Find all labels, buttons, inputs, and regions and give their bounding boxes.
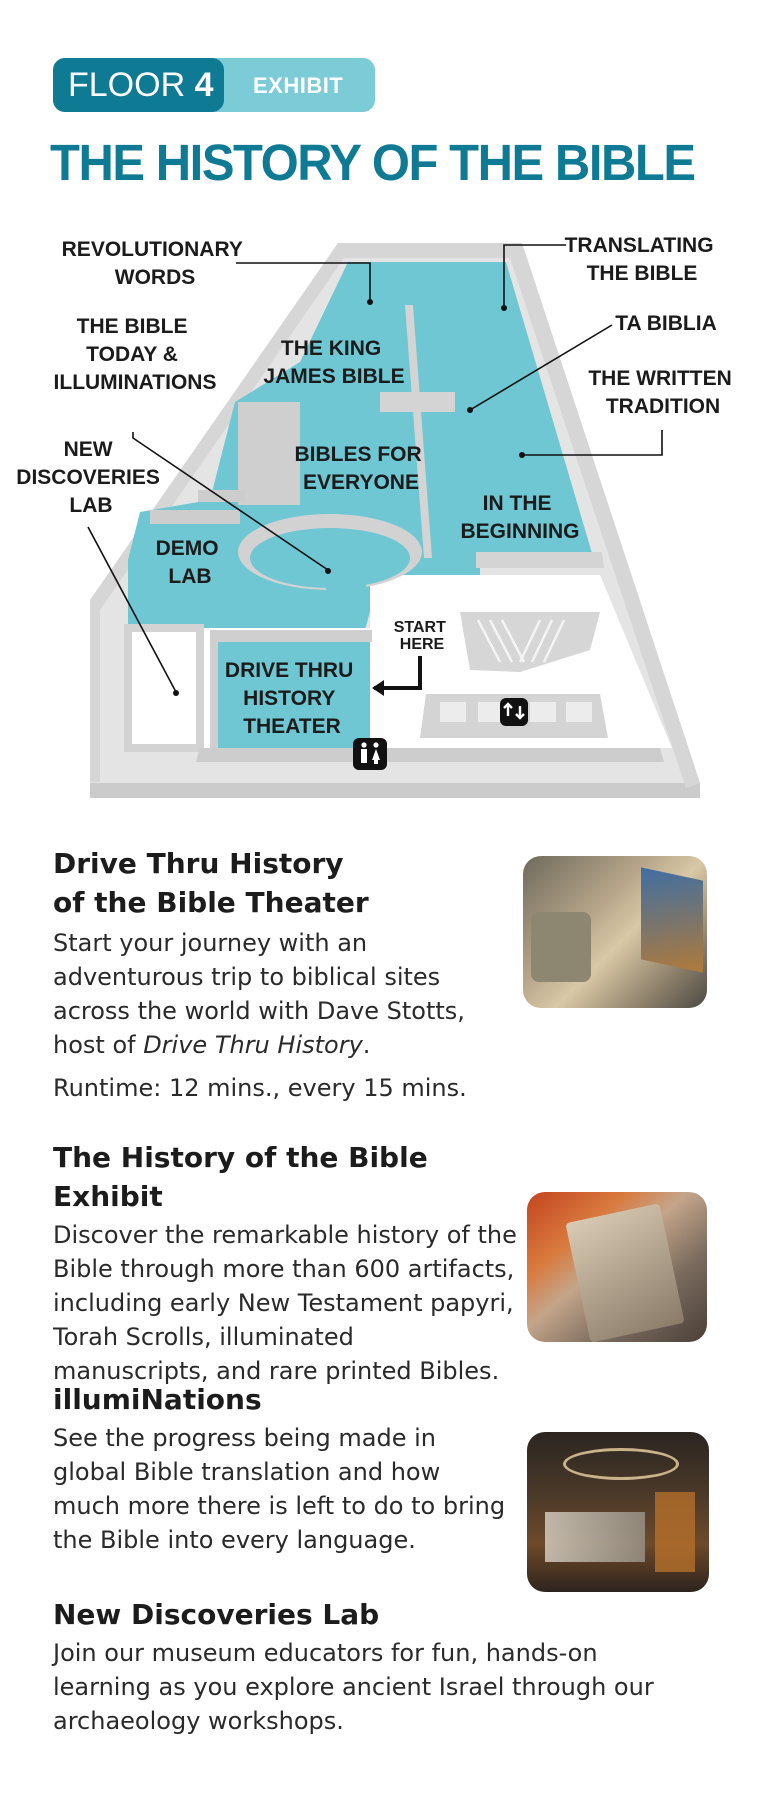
label-line: TA BIBLIA — [615, 312, 717, 335]
body-punct: . — [362, 1031, 371, 1059]
cross-wall — [380, 392, 455, 412]
body-line: across the world with Dave Stotts, — [53, 997, 465, 1025]
label-line: DISCOVERIES — [16, 466, 160, 489]
label-written-tradition — [588, 367, 737, 418]
body-line: See the progress being made in — [53, 1424, 436, 1452]
label-line: BIBLES FOR — [294, 443, 422, 466]
section-heading: The History of the Bible Exhibit — [53, 1141, 428, 1213]
body-line: Start your journey with an — [53, 929, 368, 957]
body-line: learning as you explore ancient Israel through our — [53, 1673, 654, 1701]
body-line: Join our museum educators for fun, hands-on — [53, 1639, 598, 1667]
floor-map — [0, 222, 760, 812]
body-line: Torah Scrolls, illuminated — [53, 1323, 354, 1351]
label-line: HISTORY — [243, 687, 335, 710]
label-line: HERE — [399, 636, 445, 653]
body-line: much more there is left to do to bring — [53, 1492, 506, 1520]
label-line: REVOLUTIONARY — [61, 238, 243, 261]
section-heading: New Discoveries Lab — [53, 1598, 380, 1631]
book-shape — [565, 1203, 684, 1342]
exhibit-tag: EXHIBIT — [253, 73, 344, 98]
section-body — [53, 1421, 513, 1557]
label-line: LAB — [69, 494, 113, 517]
body-line: Discover the remarkable history of the — [53, 1221, 517, 1249]
label-line: ILLUMINATIONS — [53, 371, 217, 394]
label-drive-thru-theater — [225, 659, 359, 738]
rotunda-inner — [250, 528, 410, 588]
label-line: NEW — [63, 438, 113, 461]
label-line: DRIVE THRU — [224, 659, 354, 682]
section-body — [53, 926, 493, 1062]
label-translating-the-bible — [565, 234, 720, 285]
body-line: manuscripts, and rare printed Bibles. — [53, 1357, 500, 1385]
body-line: global Bible translation and how — [53, 1458, 441, 1486]
label-line: THE BIBLE — [76, 315, 188, 338]
label-new-discoveries-lab — [16, 438, 165, 517]
label-line: TRANSLATING — [564, 234, 714, 257]
heading-line: Drive Thru History — [53, 847, 344, 880]
label-ta-biblia — [615, 312, 716, 335]
label-line: DEMO — [155, 537, 219, 560]
label-line: LAB — [168, 565, 212, 588]
demo-wall — [150, 510, 240, 524]
bottom-wall — [196, 748, 664, 762]
body-line: the Bible into every language. — [53, 1526, 416, 1554]
floor-label — [53, 58, 224, 112]
body-line: Bible through more than 600 artifacts, — [53, 1255, 515, 1283]
demo-wall-2 — [198, 490, 245, 502]
bible-artifact-photo — [527, 1192, 707, 1342]
floor-badge — [53, 58, 375, 112]
label-line: JAMES BIBLE — [263, 365, 405, 388]
label-line: BEGINNING — [460, 520, 580, 543]
label-line: WORDS — [114, 266, 196, 289]
jeep-shape — [531, 912, 591, 982]
label-line: TODAY & — [86, 343, 178, 366]
label-line: TRADITION — [605, 395, 721, 418]
storage-block — [238, 402, 300, 505]
body-line: including early New Testament papyri, — [53, 1289, 514, 1317]
theater-photo — [523, 856, 707, 1008]
ceiling-ring-shape — [563, 1448, 679, 1480]
screen-shape — [641, 867, 703, 972]
section-new-discoveries-lab — [53, 1595, 713, 1738]
label-line: THEATER — [243, 715, 341, 738]
floor-number: 4 — [194, 66, 214, 104]
label-line: THE WRITTEN — [588, 367, 732, 390]
restroom-icon — [353, 738, 387, 770]
label-bible-today-illuminations — [54, 315, 217, 394]
elevator-icon — [500, 698, 528, 726]
discoveries-lab-room — [128, 628, 200, 748]
label-line: IN THE — [482, 492, 552, 515]
label-start-here — [394, 619, 451, 653]
label-line: EVERYONE — [303, 471, 419, 494]
label-line: THE KING — [280, 337, 382, 360]
body-line: host of — [53, 1031, 144, 1059]
section-heading — [53, 844, 493, 922]
body-line: adventurous trip to biblical sites — [53, 963, 441, 991]
floor-slab-edge — [90, 783, 700, 798]
section-history-exhibit — [53, 1138, 523, 1388]
display-shape — [545, 1512, 645, 1562]
runtime-text: Runtime: 12 mins., every 15 mins. — [53, 1074, 467, 1102]
label-revolutionary-words — [62, 238, 249, 289]
floor-word: FLOOR — [68, 66, 186, 104]
rotunda-gap — [326, 583, 366, 597]
section-illuminations — [53, 1380, 513, 1557]
exhibit-lower-wall — [476, 552, 604, 568]
body-line: archaeology workshops. — [53, 1707, 344, 1735]
panel-shape — [655, 1492, 695, 1572]
page-title: THE HISTORY OF THE BIBLE — [50, 134, 695, 191]
label-line: START — [393, 619, 446, 636]
section-heading: illumiNations — [53, 1383, 262, 1416]
section-drive-thru-theater — [53, 844, 493, 1105]
show-title: Drive Thru History — [143, 1031, 363, 1059]
label-line: THE BIBLE — [586, 262, 698, 285]
section-body — [53, 1636, 713, 1738]
section-body — [53, 1218, 523, 1388]
illuminations-photo — [527, 1432, 709, 1592]
heading-line: of the Bible Theater — [53, 886, 369, 919]
